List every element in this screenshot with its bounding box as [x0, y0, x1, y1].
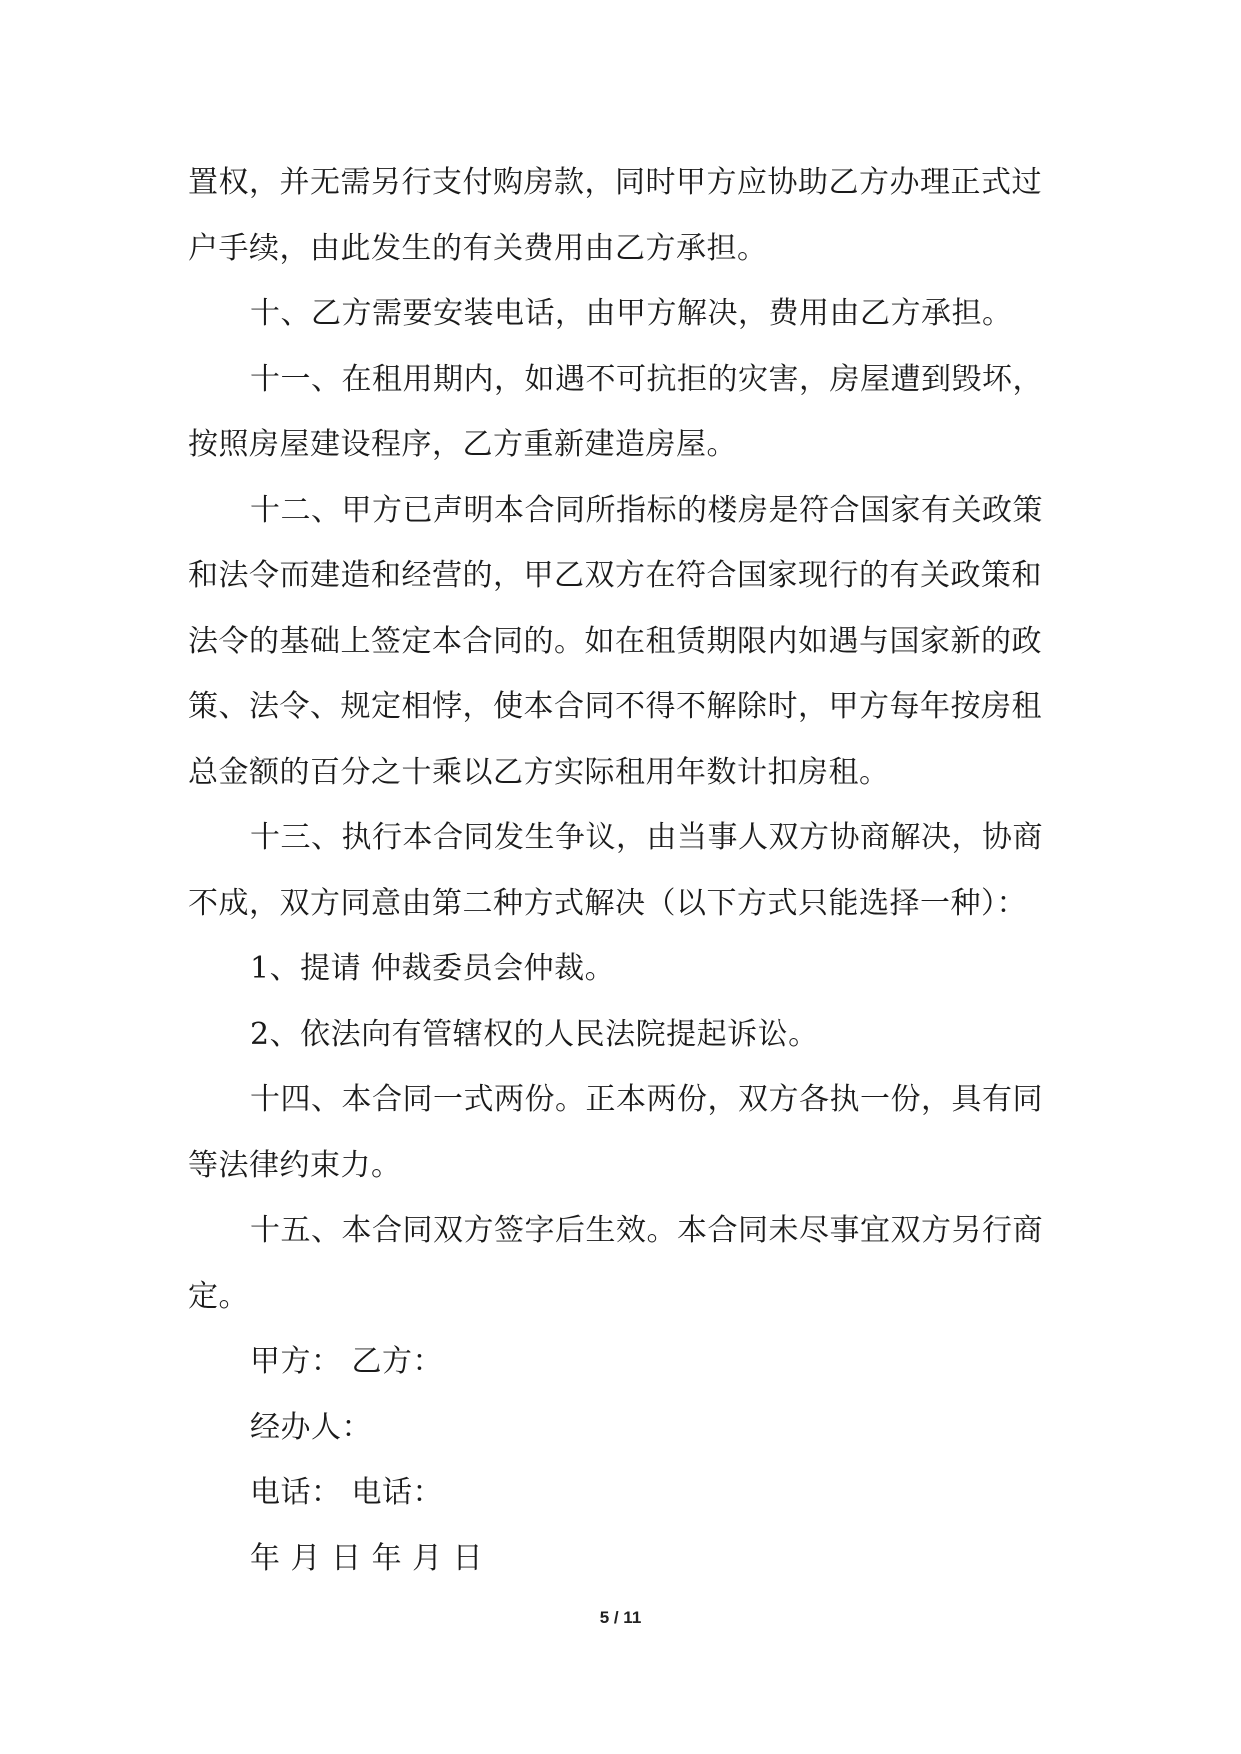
- text-line: 十一、在租用期内，如遇不可抗拒的灾害，房屋遭到毁坏，: [250, 361, 1043, 397]
- text-line: 不成，双方同意由第二种方式解决（以下方式只能选择一种）：: [188, 885, 1027, 921]
- text-line: 策、法令、规定相悖，使本合同不得不解除时，甲方每年按房租: [188, 689, 1042, 724]
- contract-body: [188, 150, 1058, 1591]
- text-line: 2、依法向有管辖权的人民法院提起诉讼。: [250, 1016, 819, 1052]
- text-line: 十四、本合同一式两份。正本两份，双方各执一份，具有同: [250, 1082, 1043, 1117]
- text-line: 等法律约束力。: [188, 1147, 402, 1183]
- text-line: 置权，并无需另行支付购房款，同时甲方应协助乙方办理正式过: [188, 165, 1042, 200]
- text-line: 甲方： 乙方：: [250, 1344, 444, 1379]
- page-number: 5 / 11: [599, 1608, 642, 1627]
- text-line: 1、提请 仲裁委员会仲裁。: [250, 951, 616, 986]
- text-line: 十二、甲方已声明本合同所指标的楼房是符合国家有关政策: [250, 492, 1043, 528]
- text-line: 按照房屋建设程序，乙方重新建造房屋。: [188, 427, 737, 462]
- text-line: 十三、执行本合同发生争议，由当事人双方协商解决，协商: [250, 820, 1043, 855]
- text-line: 电话： 电话：: [250, 1475, 444, 1510]
- text-line: 总金额的百分之十乘以乙方实际租用年数计扣房租。: [188, 754, 890, 790]
- text-line: 户手续，由此发生的有关费用由乙方承担。: [188, 230, 768, 266]
- text-line: 经办人：: [250, 1409, 372, 1445]
- text-line: 十、乙方需要安装电话，由甲方解决，费用由乙方承担。: [250, 296, 1013, 331]
- text-line: 定。: [188, 1278, 249, 1314]
- text-line: 年 月 日 年 月 日: [250, 1540, 484, 1576]
- text-line: 法令的基础上签定本合同的。如在租赁期限内如遇与国家新的政: [188, 623, 1042, 659]
- text-line: 和法令而建造和经营的，甲乙双方在符合国家现行的有关政策和: [188, 558, 1042, 593]
- text-line: 十五、本合同双方签字后生效。本合同未尽事宜双方另行商: [250, 1213, 1043, 1248]
